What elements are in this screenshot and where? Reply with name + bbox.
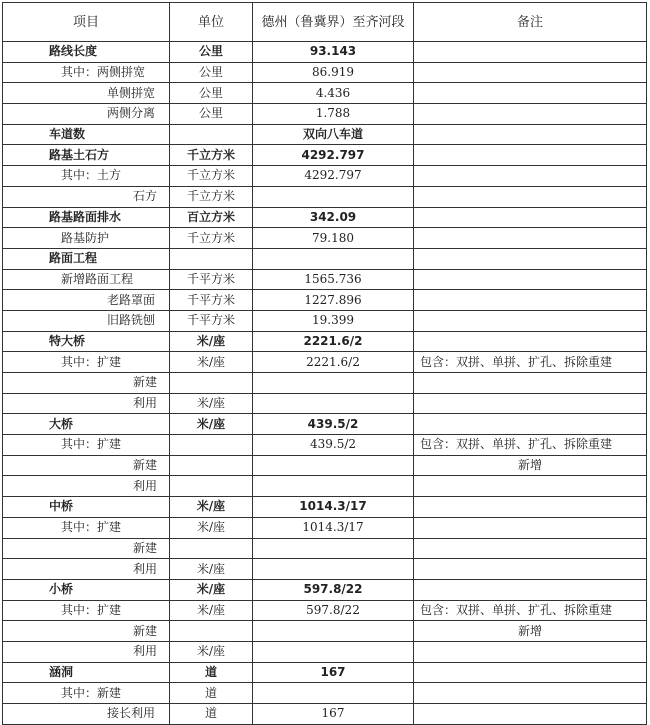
table-row [3, 269, 647, 290]
row-item-cell: 涵洞 [3, 662, 170, 683]
row-item-cell: 新建 [3, 538, 170, 559]
table-row [3, 579, 647, 600]
row-unit-cell: 米/座 [170, 600, 253, 621]
table-row [3, 497, 647, 518]
table-row [3, 145, 647, 166]
row-note-cell [414, 517, 647, 538]
row-item-cell: 其中：两侧拼宽 [3, 62, 170, 83]
table-header-row [3, 3, 647, 42]
table-row [3, 290, 647, 311]
row-item-cell: 路基防护 [3, 228, 170, 249]
row-item-cell: 新建 [3, 455, 170, 476]
row-item-cell: 新建 [3, 373, 170, 394]
row-item-cell: 旧路铣刨 [3, 310, 170, 331]
row-unit-cell: 米/座 [170, 352, 253, 373]
row-value-cell: 167 [253, 704, 414, 725]
table-body [3, 3, 647, 725]
row-unit-cell [170, 538, 253, 559]
row-item-cell: 利用 [3, 559, 170, 580]
row-unit-cell: 米/座 [170, 517, 253, 538]
row-note-cell [414, 683, 647, 704]
row-value-cell [253, 683, 414, 704]
row-unit-cell: 公里 [170, 104, 253, 125]
table-row [3, 662, 647, 683]
row-unit-cell: 千平方米 [170, 269, 253, 290]
row-value-cell: 双向八车道 [253, 124, 414, 145]
row-unit-cell [170, 124, 253, 145]
row-note-cell [414, 538, 647, 559]
row-unit-cell [170, 248, 253, 269]
row-unit-cell: 千立方米 [170, 166, 253, 187]
row-note-cell [414, 269, 647, 290]
row-note-cell [414, 310, 647, 331]
row-item-cell: 其中：新建 [3, 683, 170, 704]
row-item-cell: 石方 [3, 186, 170, 207]
row-value-cell: 2221.6/2 [253, 352, 414, 373]
row-value-cell: 1227.896 [253, 290, 414, 311]
row-note-cell [414, 290, 647, 311]
row-unit-cell: 百立方米 [170, 207, 253, 228]
row-note-cell [414, 373, 647, 394]
row-unit-cell: 米/座 [170, 414, 253, 435]
row-item-cell: 路基土石方 [3, 145, 170, 166]
row-note-cell [414, 414, 647, 435]
row-item-cell: 路线长度 [3, 42, 170, 63]
row-value-cell [253, 393, 414, 414]
row-unit-cell: 千立方米 [170, 145, 253, 166]
table-row [3, 435, 647, 456]
row-item-cell: 其中：土方 [3, 166, 170, 187]
row-item-cell: 新建 [3, 621, 170, 642]
row-note-cell [414, 559, 647, 580]
row-item-cell: 两侧分离 [3, 104, 170, 125]
row-unit-cell [170, 373, 253, 394]
row-value-cell: 1565.736 [253, 269, 414, 290]
row-note-cell [414, 207, 647, 228]
row-value-cell: 439.5/2 [253, 414, 414, 435]
table-row [3, 207, 647, 228]
row-unit-cell: 千平方米 [170, 290, 253, 311]
row-note-cell [414, 641, 647, 662]
row-item-cell: 特大桥 [3, 331, 170, 352]
table-row [3, 62, 647, 83]
row-unit-cell: 米/座 [170, 497, 253, 518]
row-value-cell: 93.143 [253, 42, 414, 63]
row-value-cell: 2221.6/2 [253, 331, 414, 352]
row-note-cell: 新增 [414, 455, 647, 476]
row-value-cell: 4292.797 [253, 166, 414, 187]
row-item-cell: 新增路面工程 [3, 269, 170, 290]
row-unit-cell: 公里 [170, 83, 253, 104]
row-note-cell [414, 662, 647, 683]
row-item-cell: 单侧拼宽 [3, 83, 170, 104]
row-unit-cell: 千立方米 [170, 186, 253, 207]
row-unit-cell: 米/座 [170, 331, 253, 352]
row-value-cell [253, 641, 414, 662]
table-row [3, 641, 647, 662]
row-value-cell: 4.436 [253, 83, 414, 104]
row-item-cell: 其中：扩建 [3, 435, 170, 456]
row-unit-cell: 道 [170, 704, 253, 725]
row-value-cell: 597.8/22 [253, 600, 414, 621]
row-note-cell: 包含：双拼、单拼、扩孔、拆除重建 [414, 600, 647, 621]
row-note-cell [414, 104, 647, 125]
row-value-cell [253, 186, 414, 207]
row-note-cell [414, 476, 647, 497]
row-item-cell: 老路罩面 [3, 290, 170, 311]
row-value-cell [253, 373, 414, 394]
row-value-cell: 1014.3/17 [253, 497, 414, 518]
row-value-cell: 439.5/2 [253, 435, 414, 456]
table-row [3, 352, 647, 373]
row-note-cell [414, 186, 647, 207]
row-item-cell: 利用 [3, 476, 170, 497]
row-unit-cell: 千平方米 [170, 310, 253, 331]
row-unit-cell [170, 435, 253, 456]
table-row [3, 683, 647, 704]
table-row [3, 228, 647, 249]
row-item-cell: 利用 [3, 641, 170, 662]
row-item-cell: 其中：扩建 [3, 600, 170, 621]
engineering-quantity-table [2, 2, 647, 725]
row-value-cell [253, 559, 414, 580]
row-note-cell [414, 83, 647, 104]
row-item-cell: 车道数 [3, 124, 170, 145]
row-item-cell: 小桥 [3, 579, 170, 600]
row-note-cell [414, 393, 647, 414]
row-value-cell [253, 621, 414, 642]
row-note-cell [414, 228, 647, 249]
row-unit-cell: 道 [170, 683, 253, 704]
row-note-cell [414, 331, 647, 352]
table-row [3, 373, 647, 394]
row-note-cell: 包含：双拼、单拼、扩孔、拆除重建 [414, 435, 647, 456]
row-item-cell: 其中：扩建 [3, 352, 170, 373]
row-item-cell: 利用 [3, 393, 170, 414]
row-value-cell [253, 538, 414, 559]
row-item-cell: 路面工程 [3, 248, 170, 269]
table-row [3, 42, 647, 63]
row-item-cell: 其中：扩建 [3, 517, 170, 538]
row-value-cell: 4292.797 [253, 145, 414, 166]
row-note-cell [414, 497, 647, 518]
table-row [3, 310, 647, 331]
row-item-cell: 大桥 [3, 414, 170, 435]
row-unit-cell: 米/座 [170, 641, 253, 662]
table-row [3, 455, 647, 476]
table-row [3, 600, 647, 621]
header-item: 项目 [3, 3, 170, 42]
row-value-cell [253, 455, 414, 476]
row-unit-cell: 公里 [170, 62, 253, 83]
table-row [3, 517, 647, 538]
row-unit-cell: 米/座 [170, 559, 253, 580]
row-value-cell: 19.399 [253, 310, 414, 331]
row-value-cell: 342.09 [253, 207, 414, 228]
table-row [3, 414, 647, 435]
row-value-cell: 1014.3/17 [253, 517, 414, 538]
table-row [3, 166, 647, 187]
table-row [3, 83, 647, 104]
row-note-cell [414, 145, 647, 166]
row-value-cell: 86.919 [253, 62, 414, 83]
row-item-cell: 接长利用 [3, 704, 170, 725]
table-row [3, 186, 647, 207]
table-row [3, 538, 647, 559]
row-unit-cell [170, 621, 253, 642]
row-note-cell [414, 42, 647, 63]
table-row [3, 104, 647, 125]
row-unit-cell: 米/座 [170, 579, 253, 600]
row-unit-cell: 公里 [170, 42, 253, 63]
row-note-cell [414, 704, 647, 725]
table-row [3, 704, 647, 725]
header-note: 备注 [414, 3, 647, 42]
table-row [3, 393, 647, 414]
row-note-cell [414, 124, 647, 145]
row-unit-cell: 米/座 [170, 393, 253, 414]
row-item-cell: 路基路面排水 [3, 207, 170, 228]
row-note-cell [414, 62, 647, 83]
row-item-cell: 中桥 [3, 497, 170, 518]
row-note-cell: 包含：双拼、单拼、扩孔、拆除重建 [414, 352, 647, 373]
quantity-table-sheet [2, 2, 647, 725]
row-unit-cell [170, 455, 253, 476]
table-row [3, 124, 647, 145]
table-row [3, 559, 647, 580]
row-value-cell [253, 248, 414, 269]
header-value: 德州（鲁冀界）至齐河段 [253, 3, 414, 42]
row-unit-cell [170, 476, 253, 497]
row-value-cell: 597.8/22 [253, 579, 414, 600]
row-note-cell [414, 248, 647, 269]
table-row [3, 476, 647, 497]
row-note-cell [414, 166, 647, 187]
row-unit-cell: 道 [170, 662, 253, 683]
table-row [3, 621, 647, 642]
row-note-cell: 新增 [414, 621, 647, 642]
header-unit: 单位 [170, 3, 253, 42]
row-value-cell [253, 476, 414, 497]
row-value-cell: 1.788 [253, 104, 414, 125]
row-value-cell: 79.180 [253, 228, 414, 249]
row-unit-cell: 千立方米 [170, 228, 253, 249]
row-note-cell [414, 579, 647, 600]
row-value-cell: 167 [253, 662, 414, 683]
table-row [3, 331, 647, 352]
table-row [3, 248, 647, 269]
